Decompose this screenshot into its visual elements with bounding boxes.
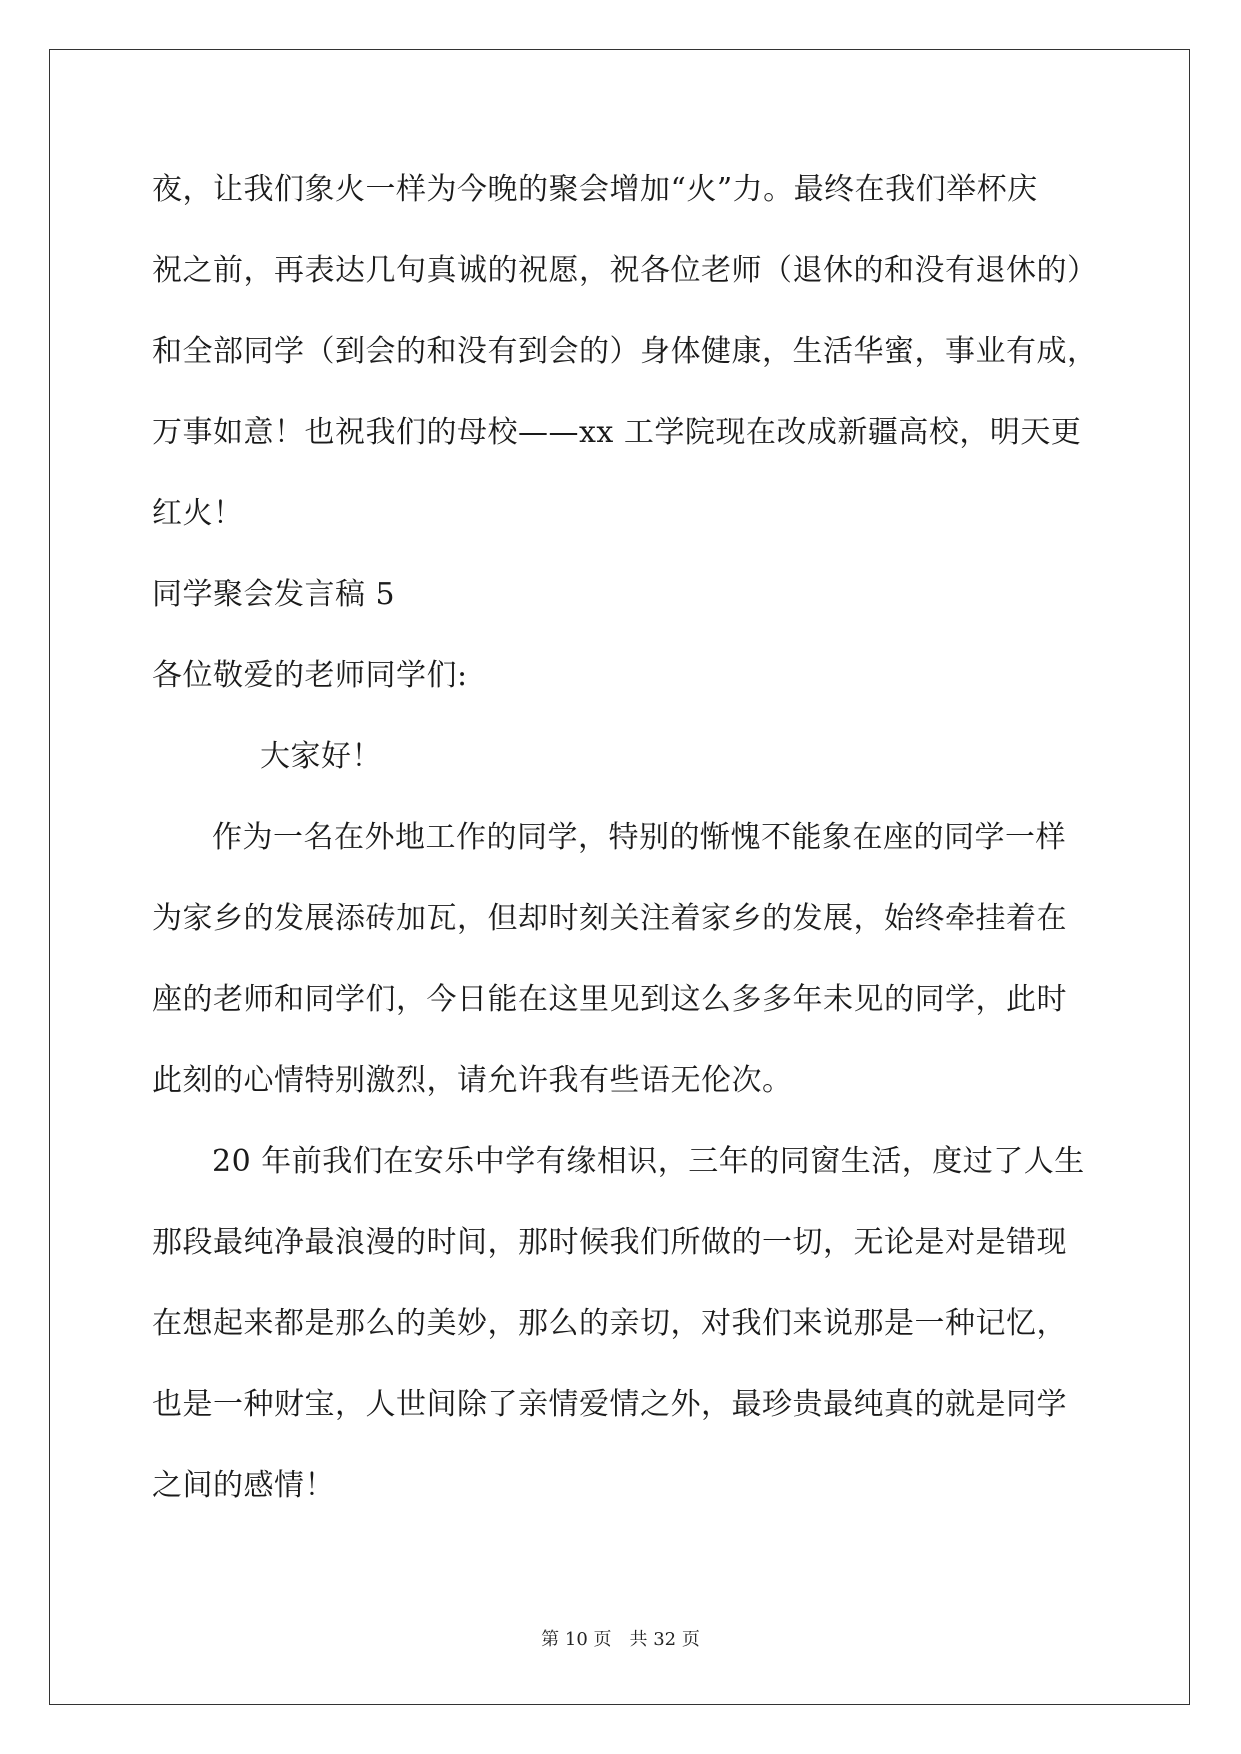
salutation: 各位敬爱的老师同学们: — [152, 658, 468, 693]
text-line: 作为一名在外地工作的同学，特别的惭愧不能象在座的同学一样 — [212, 820, 1066, 855]
text-line: 夜，让我们象火一样为今晚的聚会增加“火”力。最终在我们举杯庆 — [152, 172, 1038, 207]
section-heading: 同学聚会发言稿 5 — [152, 577, 396, 612]
text-line: 和全部同学（到会的和没有到会的）身体健康，生活华蜜，事业有成， — [152, 334, 1098, 369]
text-line: 那段最纯净最浪漫的时间，那时候我们所做的一切，无论是对是错现 — [152, 1225, 1067, 1260]
text-line: 之间的感情！ — [152, 1468, 335, 1503]
text-line: 万事如意！也祝我们的母校——xx 工学院现在改成新疆高校，明天更 — [152, 415, 1082, 450]
text-line: 在想起来都是那么的美妙，那么的亲切，对我们来说那是一种记忆， — [152, 1306, 1067, 1341]
text-line: 20 年前我们在安乐中学有缘相识，三年的同窗生活，度过了人生 — [212, 1144, 1085, 1179]
greeting: 大家好！ — [260, 739, 382, 774]
page-border — [49, 49, 1190, 1705]
text-line: 座的老师和同学们，今日能在这里见到这么多多年未见的同学，此时 — [152, 982, 1067, 1017]
page-number: 第 10 页 共 32 页 — [541, 1629, 700, 1650]
text-line: 为家乡的发展添砖加瓦，但却时刻关注着家乡的发展，始终牵挂着在 — [152, 901, 1067, 936]
text-line: 红火！ — [152, 496, 244, 531]
text-line: 也是一种财宝，人世间除了亲情爱情之外，最珍贵最纯真的就是同学 — [152, 1387, 1067, 1422]
text-line: 祝之前，再表达几句真诚的祝愿，祝各位老师（退休的和没有退休的） — [152, 253, 1098, 288]
text-line: 此刻的心情特别激烈，请允许我有些语无伦次。 — [152, 1063, 793, 1098]
